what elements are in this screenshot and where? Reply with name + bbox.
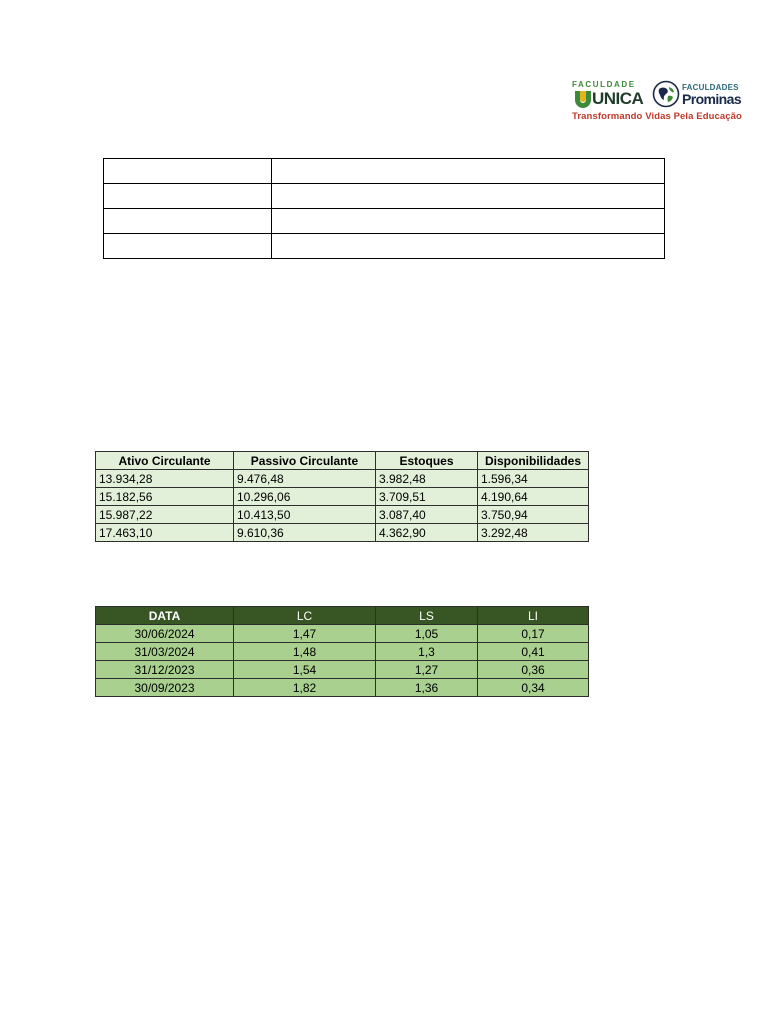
prominas-logo-name: Prominas <box>682 91 741 107</box>
column-header-passivo-circulante: Passivo Circulante <box>234 452 376 470</box>
empty-cell <box>104 209 272 234</box>
table-cell: 15.987,22 <box>96 506 234 524</box>
table-row <box>104 234 665 259</box>
table-row <box>104 209 665 234</box>
column-header-lc: LC <box>234 607 376 625</box>
table-row <box>96 679 589 697</box>
table-cell: 3.087,40 <box>376 506 478 524</box>
table-cell: 9.476,48 <box>234 470 376 488</box>
table-row <box>104 159 665 184</box>
table-cell: 31/03/2024 <box>96 643 234 661</box>
identification-table <box>103 158 665 259</box>
empty-cell <box>272 234 665 259</box>
table-cell: 0,17 <box>478 625 589 643</box>
faculdade-unica-logo <box>572 80 646 110</box>
table-cell: 1,48 <box>234 643 376 661</box>
empty-cell <box>272 184 665 209</box>
table-cell: 9.610,36 <box>234 524 376 542</box>
table-cell: 1,47 <box>234 625 376 643</box>
empty-cell <box>104 234 272 259</box>
table-cell: 1.596,34 <box>478 470 589 488</box>
column-header-li: LI <box>478 607 589 625</box>
table-cell: 15.182,56 <box>96 488 234 506</box>
table-cell: 10.413,50 <box>234 506 376 524</box>
table-header-row <box>96 607 589 625</box>
faculdades-prominas-logo <box>652 80 752 110</box>
balance-table <box>95 451 589 542</box>
column-header-ls: LS <box>376 607 478 625</box>
table-cell: 30/09/2023 <box>96 679 234 697</box>
table-row <box>96 643 589 661</box>
column-header-estoques: Estoques <box>376 452 478 470</box>
column-header-data: DATA <box>96 607 234 625</box>
table-cell: 1,82 <box>234 679 376 697</box>
table-row <box>96 506 589 524</box>
table-cell: 1,27 <box>376 661 478 679</box>
table-row <box>96 661 589 679</box>
table-cell: 10.296,06 <box>234 488 376 506</box>
table-cell: 4.362,90 <box>376 524 478 542</box>
table-cell: 30/06/2024 <box>96 625 234 643</box>
empty-cell <box>104 184 272 209</box>
table-cell: 3.982,48 <box>376 470 478 488</box>
empty-cell <box>272 159 665 184</box>
table-cell: 17.463,10 <box>96 524 234 542</box>
table-cell: 13.934,28 <box>96 470 234 488</box>
table-row <box>96 488 589 506</box>
table-cell: 0,36 <box>478 661 589 679</box>
institution-logo <box>570 80 750 124</box>
prominas-logo-top-text: FACULDADES <box>682 83 739 92</box>
table-cell: 3.292,48 <box>478 524 589 542</box>
table-header-row <box>96 452 589 470</box>
empty-cell <box>272 209 665 234</box>
table-row <box>96 524 589 542</box>
table-cell: 1,36 <box>376 679 478 697</box>
table-row <box>96 625 589 643</box>
table-cell: 1,54 <box>234 661 376 679</box>
column-header-disponibilidades: Disponibilidades <box>478 452 589 470</box>
column-header-ativo-circulante: Ativo Circulante <box>96 452 234 470</box>
table-cell: 3.750,94 <box>478 506 589 524</box>
table-cell: 3.709,51 <box>376 488 478 506</box>
table-row <box>104 184 665 209</box>
liquidity-ratio-table <box>95 606 589 697</box>
table-cell: 1,3 <box>376 643 478 661</box>
unica-logo-name: UNICA <box>592 89 644 108</box>
logo-tagline: Transformando Vidas Pela Educação <box>572 111 742 122</box>
table-cell: 1,05 <box>376 625 478 643</box>
table-cell: 31/12/2023 <box>96 661 234 679</box>
table-cell: 4.190,64 <box>478 488 589 506</box>
empty-cell <box>104 159 272 184</box>
table-cell: 0,41 <box>478 643 589 661</box>
unica-logo-top-text: FACULDADE <box>572 80 636 89</box>
table-cell: 0,34 <box>478 679 589 697</box>
table-row <box>96 470 589 488</box>
globe-icon <box>652 80 680 108</box>
unica-u-icon <box>574 90 592 108</box>
